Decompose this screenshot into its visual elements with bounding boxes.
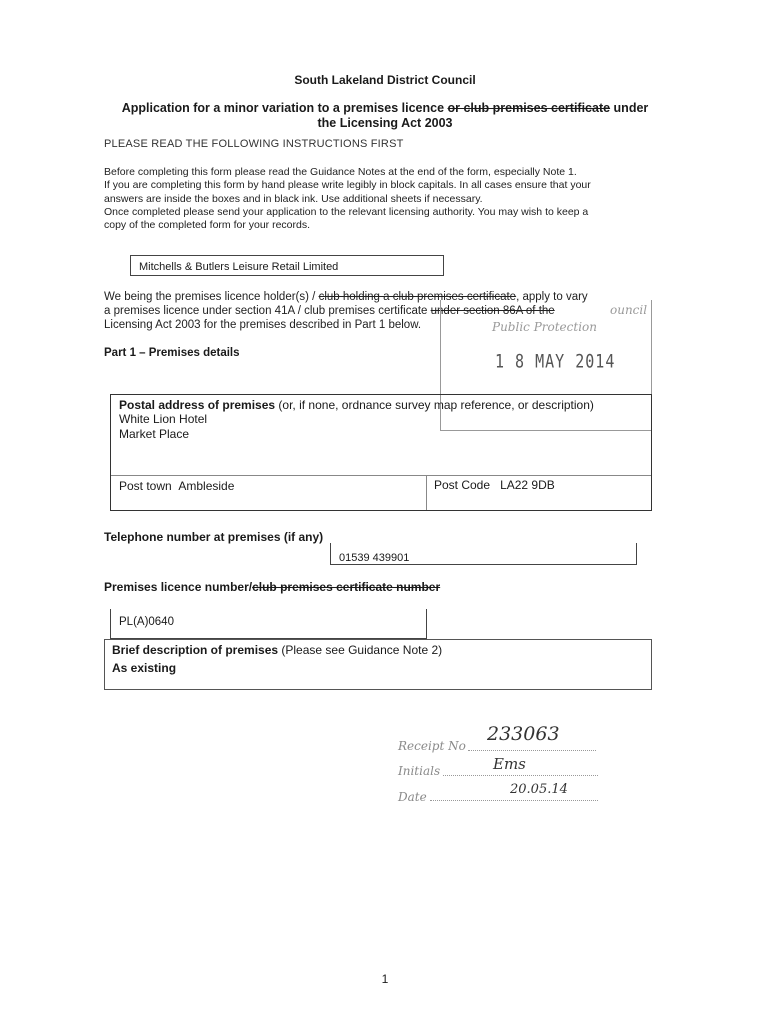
- date-handwritten: 20.05.14: [510, 782, 568, 797]
- stamp-council-text: ouncil: [610, 303, 648, 317]
- page-number: 1: [381, 972, 389, 986]
- postal-vertical-divider: [426, 476, 427, 510]
- postal-divider: [111, 475, 651, 476]
- telephone-field[interactable]: 01539 439901: [330, 543, 637, 565]
- initials-label: Initials: [398, 764, 441, 778]
- council-name: South Lakeland District Council: [294, 73, 476, 87]
- brief-description-value: As existing: [112, 661, 177, 675]
- licence-number-label: Premises licence number/club premises certificate number: [104, 580, 441, 594]
- instructions-heading: PLEASE READ THE FOLLOWING INSTRUCTIONS FIRST: [104, 138, 404, 150]
- title-struck-text: or club premises certificate: [447, 101, 611, 115]
- receipt-number: 233063: [487, 723, 560, 745]
- address-line-2: Market Place: [119, 427, 190, 441]
- date-label: Date: [398, 790, 427, 804]
- declaration-text: We being the premises licence holder(s) / club holding a club premises certificate, apply to vary a premises licence under section 41A / club premises certificate under section 86A of the Licensing Act 2003 for the premises described in Part 1 below.: [104, 291, 588, 331]
- part1-heading: Part 1 – Premises details: [104, 347, 240, 359]
- brief-description-label: Brief description of premises (Please see Guidance Note 2): [112, 643, 443, 657]
- licence-number-field[interactable]: PL(A)0640: [110, 609, 427, 639]
- stamp-date: 1 8 MAY 2014: [495, 350, 616, 373]
- date-dotted-line: [430, 800, 598, 801]
- receipt-label: Receipt No: [398, 739, 466, 753]
- post-code-field[interactable]: Post Code LA22 9DB: [434, 478, 555, 492]
- licence-holder-field[interactable]: Mitchells & Butlers Leisure Retail Limited: [130, 255, 444, 276]
- receipt-dotted-line: [468, 750, 596, 751]
- postal-address-label: Postal address of premises (or, if none, ordnance survey map reference, or description): [119, 398, 594, 412]
- form-title: Application for a minor variation to a premises licence or club premises certificate under the Licensing Act 2003: [121, 101, 649, 130]
- initials-dotted-line: [443, 775, 598, 776]
- instructions-text: Before completing this form please read the Guidance Notes at the end of the form, especially Note 1. If you are completing this form by hand please write legibly in block capitals. In all cases ensure that your answers are inside the boxes and in black ink. Use additional sheets if necessary. Once completed please send your application to the relevant licensing authority. You may wish to keep a copy of the completed form for your records.: [104, 166, 591, 232]
- post-town-field[interactable]: Post town Ambleside: [119, 479, 235, 493]
- telephone-label: Telephone number at premises (if any): [104, 530, 324, 544]
- address-line-1: White Lion Hotel: [119, 412, 208, 426]
- stamp-department-text: Public Protection: [492, 320, 597, 334]
- initials-handwritten: Ems: [493, 755, 526, 773]
